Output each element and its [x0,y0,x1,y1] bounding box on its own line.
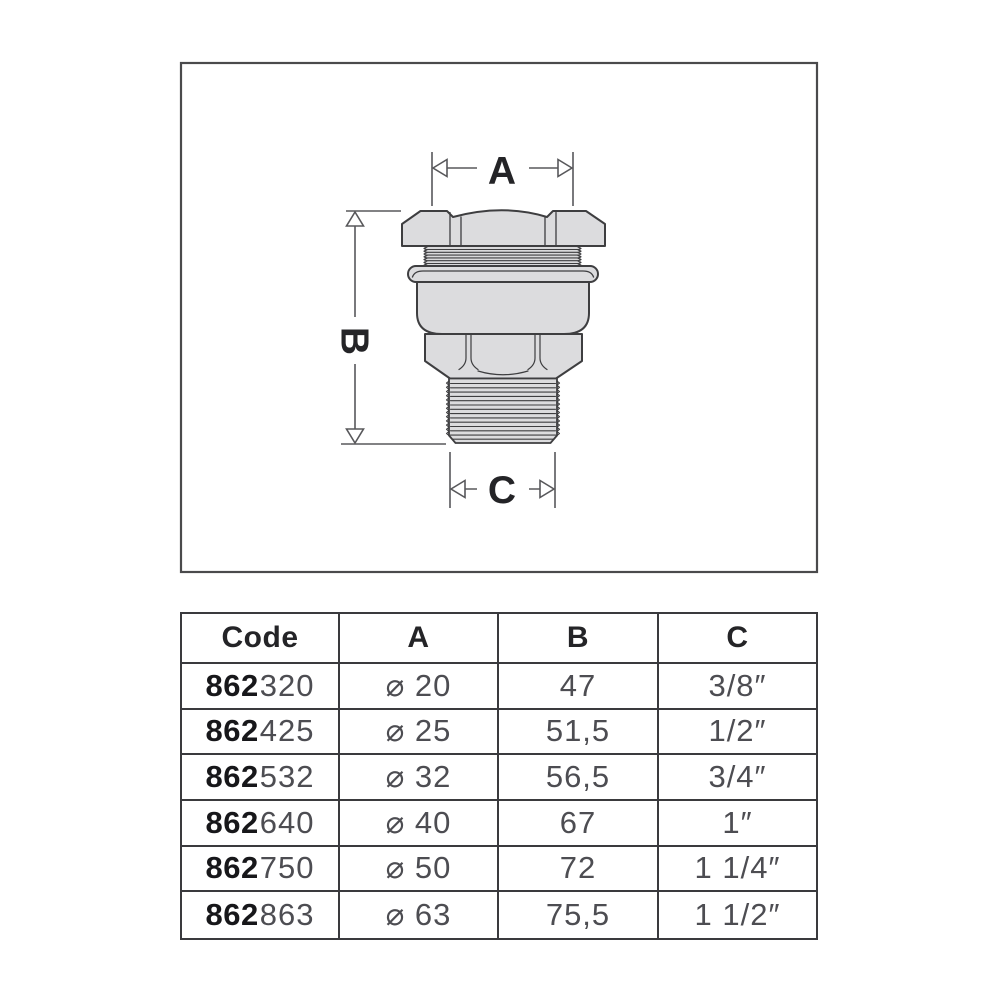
cell-b: 67 [499,801,659,847]
top-hex-nut [402,210,605,246]
cell-a: ⌀ 25 [340,710,499,756]
cell-b: 72 [499,847,659,893]
code-prefix: 862 [205,850,259,886]
code-suffix: 750 [259,850,315,886]
code-suffix: 425 [259,713,315,749]
spec-table [180,612,818,940]
cell-c: 3/8″ [659,664,816,710]
header-code: Code [182,614,340,664]
header-a: A [340,614,499,664]
code-suffix: 863 [259,897,315,933]
code-prefix: 862 [205,897,259,933]
code-prefix: 862 [205,804,259,840]
dim-b-label: B [332,326,376,356]
cell-a: ⌀ 32 [340,755,499,801]
flange-ring [408,266,598,282]
cell-c: 1″ [659,801,816,847]
cell-b: 56,5 [499,755,659,801]
cell-c: 1 1/2″ [694,897,781,933]
cell-a: ⌀ 40 [340,801,499,847]
cell-a: ⌀ 20 [340,664,499,710]
dim-c-label: C [487,469,517,512]
lower-thread-stub [447,379,560,444]
upper-thread-section [424,247,581,266]
body [417,280,589,334]
cell-code [182,664,340,710]
cell-c: 1/2″ [659,710,816,756]
code-suffix: 320 [259,667,315,703]
cell-a: ⌀ 63 [340,892,499,938]
header-c: C [659,614,816,664]
dim-a-label: A [487,150,517,193]
cell-code [182,755,340,801]
cell-code [182,847,340,893]
cell-code [182,892,340,938]
header-b: B [499,614,659,664]
lower-hex [425,334,582,379]
cell-code [182,801,340,847]
cell-b: 51,5 [499,710,659,756]
code-prefix: 862 [205,759,259,795]
cell-b: 47 [499,664,659,710]
cell-c: 1 1/4″ [659,847,816,893]
cell-a: ⌀ 50 [340,847,499,893]
code-prefix: 862 [205,713,259,749]
code-suffix: 640 [259,804,315,840]
code-prefix: 862 [205,667,259,703]
code-suffix: 532 [259,759,315,795]
cell-b: 75,5 [499,892,659,938]
cell-c: 3/4″ [659,755,816,801]
cell-code [182,710,340,756]
